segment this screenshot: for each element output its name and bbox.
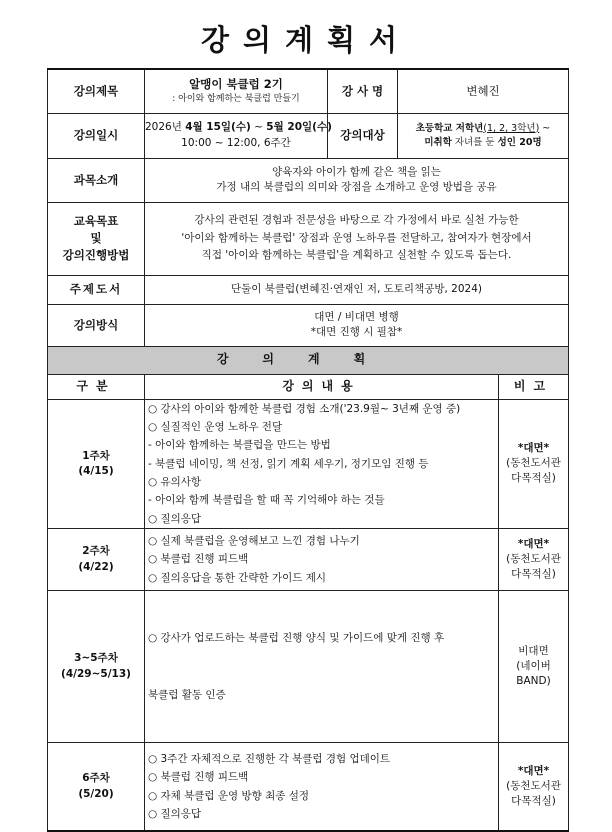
method-cell xyxy=(145,304,569,346)
col-content-header: 강의내용 xyxy=(145,374,499,399)
content-line: ○ 3주간 자체적으로 진행한 각 북클럽 경험 업데이트 xyxy=(148,752,391,765)
date-start: 4월 15일(수) xyxy=(185,121,251,134)
week-cell xyxy=(48,591,145,743)
target-label: 강의대상 xyxy=(328,113,398,158)
note-mode: *대면* xyxy=(517,441,550,454)
note-cell xyxy=(499,399,569,529)
instructor-value: 변혜진 xyxy=(398,69,569,113)
method-line: *대면 진행 시 필참* xyxy=(310,326,403,338)
method-line: 대면 / 비대면 병행 xyxy=(314,310,399,323)
content-line: ○ 실질적인 운영 노하우 전달 xyxy=(148,420,283,433)
week-date: (4/29~5/13) xyxy=(61,667,131,680)
content-cell xyxy=(145,529,499,591)
note-mode: *대면* xyxy=(517,764,550,777)
note-place: 다목적실) xyxy=(511,472,556,485)
note-mode: 비대면 xyxy=(518,644,549,657)
time-value: 10:00 ~ 12:00, 6주간 xyxy=(181,136,291,149)
target-adult: 성인 20명 xyxy=(497,136,542,148)
week-date: (4/22) xyxy=(78,560,114,573)
lecture-plan-table xyxy=(47,68,569,832)
note-cell xyxy=(499,591,569,743)
content-line: ○ 질의응답 xyxy=(148,807,202,820)
table-row xyxy=(48,399,569,529)
note-place: (동천도서관 xyxy=(506,779,561,792)
goal-cell xyxy=(145,202,569,275)
week-date: (4/15) xyxy=(78,464,114,477)
week-cell xyxy=(48,399,145,529)
goal-label-line: 강의진행방법 xyxy=(62,248,130,263)
content-line: ○ 실제 북클럽을 운영해보고 느낀 경험 나누기 xyxy=(148,535,360,548)
col-note-header: 비고 xyxy=(499,374,569,399)
content-line: ○ 유의사항 xyxy=(148,476,202,488)
plan-section-title: 강의계획 xyxy=(48,346,569,374)
content-line: ○ 북클럽 진행 피드백 xyxy=(148,553,249,566)
date-label: 강의일시 xyxy=(48,113,145,158)
goal-label-line: 및 xyxy=(90,230,102,245)
target-grades: (1, 2, 3학년) xyxy=(483,122,540,134)
book-label: 주제도서 xyxy=(48,275,145,304)
table-row xyxy=(48,529,569,591)
intro-line: 가정 내의 북클럽의 의미와 장점을 소개하고 운영 방법을 공유 xyxy=(216,181,497,193)
content-line: ○ 질의응답 xyxy=(148,512,202,525)
date-cell xyxy=(145,113,332,158)
goal-line: '아이와 함께하는 북클럽' 장점과 운영 노하우를 전달하고, 참여자가 현장에서 xyxy=(181,231,532,244)
note-cell xyxy=(499,529,569,591)
note-cell xyxy=(499,743,569,831)
content-cell xyxy=(145,591,499,743)
intro-label: 과목소개 xyxy=(48,158,145,202)
target-tilde: ~ xyxy=(539,122,551,134)
content-line: ○ 질의응답을 통한 간략한 가이드 제시 xyxy=(148,571,326,584)
book-value: 단둘이 북클럽(변혜진·연재인 저, 도토리책공방, 2024) xyxy=(145,275,569,304)
note-place: 다목적실) xyxy=(511,568,556,581)
date-end: 5월 20일(수) xyxy=(266,121,332,134)
page-title: 강의계획서 xyxy=(200,23,412,57)
week-cell xyxy=(48,743,145,831)
note-place: (동천도서관 xyxy=(506,457,561,470)
note-mode: *대면* xyxy=(517,537,550,550)
content-line: ○ 강사가 업로드하는 북클럽 진행 양식 및 가이드에 맞게 진행 후 xyxy=(148,631,445,644)
content-line: ○ 강사의 아이와 함께한 북클럽 경험 소개('23.9월~ 3년째 운영 중) xyxy=(148,402,461,415)
subject-label: 강의제목 xyxy=(48,69,145,113)
week-cell xyxy=(48,529,145,591)
target-cell xyxy=(398,113,569,158)
content-line: ○ 자체 북클럽 운영 방향 최종 설정 xyxy=(148,789,310,802)
content-cell xyxy=(145,399,499,529)
content-line: - 북클럽 네이밍, 책 선정, 읽기 계획 세우기, 정기모임 진행 등 xyxy=(148,457,429,470)
content-line: - 아이와 함께 북클럽을 할 때 꼭 기억해야 하는 것들 xyxy=(148,494,385,507)
date-prefix: 2026년 xyxy=(145,121,186,134)
content-line: ○ 북클럽 진행 피드백 xyxy=(148,771,249,784)
note-place: (동천도서관 xyxy=(506,553,561,566)
intro-line: 양육자와 아이가 함께 같은 책을 읽는 xyxy=(272,165,441,178)
table-row xyxy=(48,743,569,831)
note-place: (네이버 xyxy=(516,660,551,673)
subject-cell xyxy=(145,69,328,113)
content-line: - 아이와 함께하는 북클럽을 만드는 방법 xyxy=(148,439,331,452)
target-mid: 자녀를 둔 xyxy=(451,136,498,148)
note-place: BAND) xyxy=(516,675,551,688)
week-label: 2주차 xyxy=(82,545,110,558)
intro-cell xyxy=(145,158,569,202)
content-line: 북클럽 활동 인증 xyxy=(148,688,226,701)
goal-label-line: 교육목표 xyxy=(73,213,119,228)
target-preschool: 미취학 xyxy=(424,136,452,148)
week-label: 6주차 xyxy=(82,772,110,785)
instructor-label: 강 사 명 xyxy=(328,69,398,113)
method-label: 강의방식 xyxy=(48,304,145,346)
week-date: (5/20) xyxy=(78,787,114,800)
week-label: 3~5주차 xyxy=(74,652,118,665)
goal-line: 강사의 관련된 경험과 전문성을 바탕으로 각 가정에서 바로 실천 가능한 xyxy=(194,213,519,226)
note-place: 다목적실) xyxy=(511,795,556,808)
week-label: 1주차 xyxy=(82,449,110,462)
subject-sub: : 아이와 함께하는 북클럽 만들기 xyxy=(172,94,300,105)
subject-main: 알맹이 북클럽 2기 xyxy=(189,77,283,92)
date-sep: ~ xyxy=(250,121,267,134)
content-cell xyxy=(145,743,499,831)
goal-line: 직접 '아이와 함께하는 북클럽'을 계획하고 실천할 수 있도록 돕는다. xyxy=(201,249,512,262)
goal-label xyxy=(48,202,145,275)
table-row xyxy=(48,591,569,743)
col-week-header: 구분 xyxy=(48,374,145,399)
target-school: 초등학교 저학년 xyxy=(415,122,484,134)
